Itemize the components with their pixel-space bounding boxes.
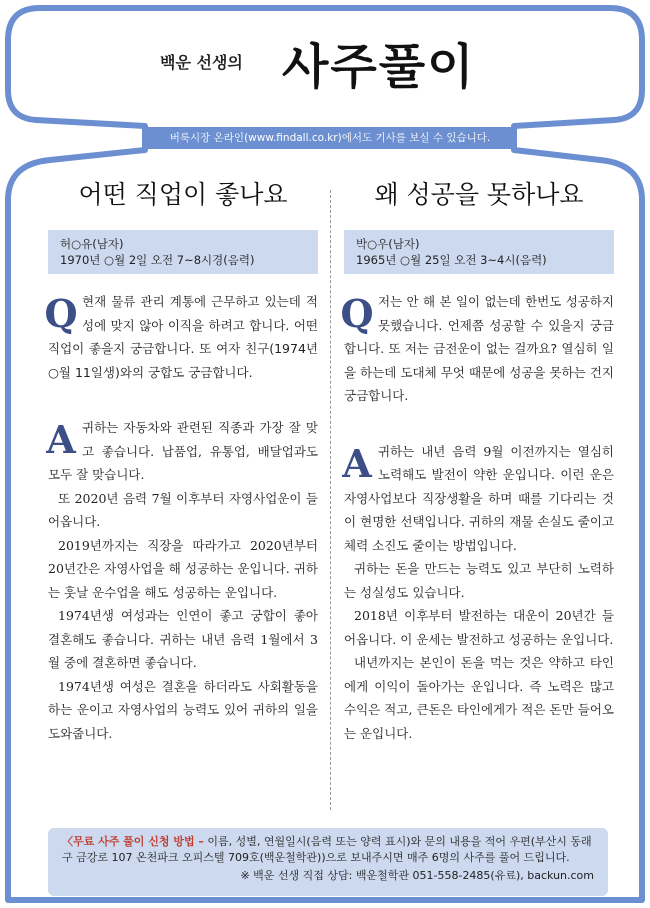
left-info-birth: 1970년 ○월 2일 오전 7~8시경(음력)	[60, 253, 255, 267]
column-divider	[330, 190, 331, 810]
left-answer-para-3: 2019년까지는 직장을 따라가고 2020년부터 20년간은 자영사업을 해 성공하는 운입니다. 귀하는 훗날 운수업을 해도 성공하는 운입니다.	[48, 537, 318, 600]
right-answer	[344, 440, 614, 746]
right-column	[340, 170, 614, 745]
svg-text:Q: Q	[340, 291, 374, 336]
left-question	[44, 290, 318, 384]
left-answer-para-2: 또 2020년 음력 7월 이후부터 자영사업운이 들어옵니다.	[48, 490, 318, 529]
right-answer-para-1: 귀하는 내년 음력 9월 이전까지는 열심히 노력해도 발전이 약한 운입니다. 이런 운은 자영사업보다 직장생활을 하며 때를 기다리는 것이 현명한 선택입니다. 귀하의 재물 손실도 줄이고 체력 소진도 줄이는 방법입니다.	[344, 443, 614, 553]
right-a-letter-icon	[342, 440, 372, 486]
right-question	[340, 290, 614, 408]
left-column	[44, 170, 318, 745]
left-q-letter-icon	[44, 291, 78, 336]
right-column-title: 왜 성공을 못하나요	[374, 180, 584, 209]
left-info-name: 허○유(남자)	[60, 237, 124, 251]
left-column-title: 어떤 직업이 좋나요	[78, 180, 288, 209]
right-question-text: 저는 안 해 본 일이 없는데 한번도 성공하지 못했습니다. 언제쯤 성공할 수 있을지 궁금합니다. 또 저는 금전운이 없는 걸까요? 열심히 일을 하는데 도대체 무엇 때문에 성공을 못하는 건지 궁금합니다.	[344, 294, 614, 403]
application-footer	[48, 828, 608, 896]
footer-text: 이름, 성별, 연월일시(음력 또는 양력 표시)와 문의 내용을 적어 우편(부산시 동래구 금강로 107 온천파크 오피스텔 709호(백운철학관))으로 보내주시면 매주 6명의 사주를 풀어 드립니다.	[62, 835, 592, 864]
right-info-birth: 1965년 ○월 25일 오전 3~4시(음력)	[356, 253, 547, 267]
footer-text-block	[62, 834, 594, 866]
left-a-letter-icon	[46, 417, 76, 462]
left-answer	[48, 416, 318, 745]
left-info-box	[48, 230, 318, 274]
svg-text:A: A	[46, 417, 76, 462]
footer-label: 〈무료 사주 풀이 신청 방법 –	[62, 835, 204, 848]
left-answer-para-1: 귀하는 자동차와 관련된 직종과 가장 잘 맞고 좋습니다. 납품업, 유통업, 배달업과도 모두 잘 맞습니다.	[48, 420, 318, 482]
svg-text:A: A	[342, 440, 372, 486]
header-subtitle: 백운 선생의	[160, 53, 243, 72]
right-info-box	[344, 230, 614, 274]
right-info-name: 박○우(남자)	[356, 237, 420, 251]
right-answer-para-4: 내년까지는 본인이 돈을 먹는 것은 약하고 타인에게 이익이 돌아가는 운입니다. 즉 노력은 많고 수익은 적고, 큰돈은 타인에게가 적은 돈만 들어오는 운입니다.	[344, 655, 614, 741]
online-banner: 버룩시장 온라인(www.findall.co.kr)에서도 기사를 보실 수 있습니다.	[169, 132, 491, 144]
header-title: 사주풀이	[282, 39, 476, 95]
right-answer-para-3: 2018년 이후부터 발전하는 대운이 20년간 들어옵니다. 이 운세는 발전하고 성공하는 운입니다.	[344, 608, 614, 647]
left-answer-para-4: 1974년생 여성과는 인연이 좋고 궁합이 좋아 결혼해도 좋습니다. 귀하는 내년 음력 1월에서 3월 중에 결혼하면 좋습니다.	[48, 608, 318, 670]
right-q-letter-icon	[340, 291, 374, 336]
right-answer-para-2: 귀하는 돈을 만드는 능력도 있고 부단히 노력하는 성실성도 있습니다.	[344, 561, 614, 600]
svg-text:Q: Q	[44, 291, 78, 336]
left-answer-para-5: 1974년생 여성은 결혼을 하더라도 사회활동을 하는 운이고 자영사업의 능력도 있어 귀하의 일을 도와줍니다.	[48, 678, 318, 741]
footer-contact: ※ 백운 선생 직접 상담: 백운철학관 051-558-2485(유료), backun.com	[240, 869, 594, 882]
left-question-text: 현재 물류 관리 계통에 근무하고 있는데 적성에 맞지 않아 이직을 하려고 합니다. 어떤 직업이 좋을지 궁금합니다. 또 여자 친구(1974년 ○월 11일생)와의 궁합도 궁금합니다.	[48, 294, 318, 380]
